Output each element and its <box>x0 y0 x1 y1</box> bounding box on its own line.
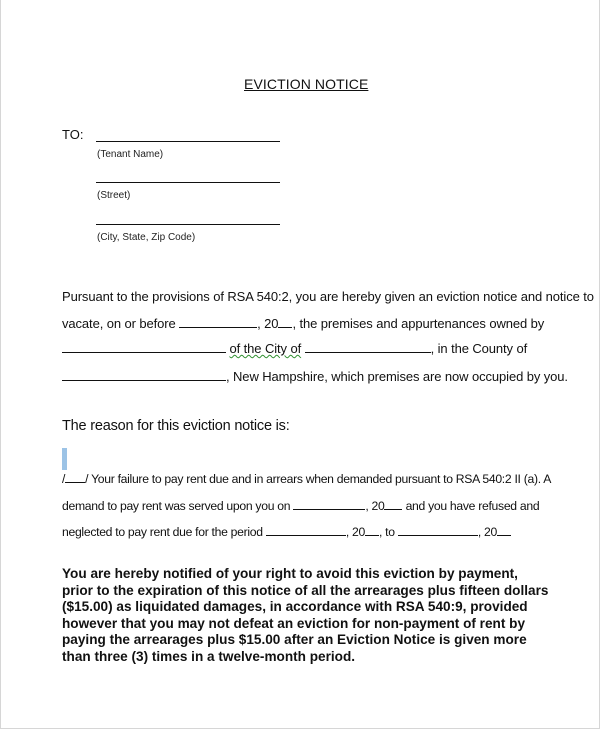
period-start-year-prefix: , 20 <box>345 525 365 539</box>
reason-line1 <box>62 471 551 486</box>
city-state-zip-line <box>96 224 280 225</box>
demand-year-prefix: , 20 <box>365 499 385 513</box>
checkbox-slash-close: / <box>85 472 89 486</box>
city-blank <box>305 341 431 353</box>
to-label: TO: <box>62 127 84 142</box>
reason-checkbox-blank <box>65 471 85 483</box>
demand-year-blank <box>384 498 402 510</box>
street-line <box>96 182 280 183</box>
text-cursor-highlight <box>62 448 67 470</box>
tenant-name-line <box>96 141 280 142</box>
period-end-year-prefix: , 20 <box>477 525 497 539</box>
paragraph1-line3 <box>62 341 527 356</box>
period-end-year-blank <box>497 524 511 536</box>
reason-line3 <box>62 524 511 539</box>
failure-to-pay-text: Your failure to pay rent due and in arrears when demanded pursuant to RSA 540:2 II (a). A <box>91 472 552 486</box>
premises-text: , the premises and appurtenances owned by <box>292 316 545 331</box>
period-text: neglected to pay rent due for the period <box>62 525 263 539</box>
paragraph1-line1: Pursuant to the provisions of RSA 540:2, you are hereby given an eviction notice and notice to <box>62 289 594 304</box>
period-start-year-blank <box>365 524 379 536</box>
city-state-zip-caption: (City, State, Zip Code) <box>97 232 196 243</box>
paragraph1-line4 <box>62 369 568 384</box>
demand-text: demand to pay rent was served upon you on <box>62 499 291 513</box>
notice-paragraph <box>62 566 552 665</box>
period-to-text: , to <box>379 525 395 539</box>
county-text: , in the County of <box>430 341 528 356</box>
vacate-date-blank <box>179 316 257 328</box>
vacate-text: vacate, on or before <box>62 316 176 331</box>
document-title: EVICTION NOTICE <box>244 76 369 92</box>
reason-line2 <box>62 498 539 513</box>
new-hampshire-text: , New Hampshire, which premises are now occupied by you. <box>226 369 568 384</box>
vacate-year-prefix: , 20 <box>257 316 279 331</box>
tenant-name-caption: (Tenant Name) <box>97 149 164 160</box>
demand-date-blank <box>293 498 365 510</box>
owner-name-blank <box>62 341 226 353</box>
period-end-blank <box>398 524 478 536</box>
period-start-blank <box>266 524 346 536</box>
notice-text: You are hereby notified of your right to avoid this eviction by payment, prior to the expiration of this notice of all the arrearages plus fifteen dollars ($15.00) as liquidated damages, in accordance with RSA 540:9, provided however that you may not defeat an eviction for non-payment of rent by paying the arrearages plus $15.00 after an Eviction Notice is given more than three (3) times in a twelve-month period. <box>62 566 549 664</box>
paragraph1-line2 <box>62 316 544 331</box>
reason-heading: The reason for this eviction notice is: <box>62 418 290 434</box>
county-blank <box>62 369 226 381</box>
city-of-text: of the City of <box>229 341 302 356</box>
refused-text: and you have refused and <box>405 499 540 513</box>
checkbox-slash-open: / <box>62 472 66 486</box>
street-caption: (Street) <box>97 190 131 201</box>
vacate-year-blank <box>278 316 292 328</box>
